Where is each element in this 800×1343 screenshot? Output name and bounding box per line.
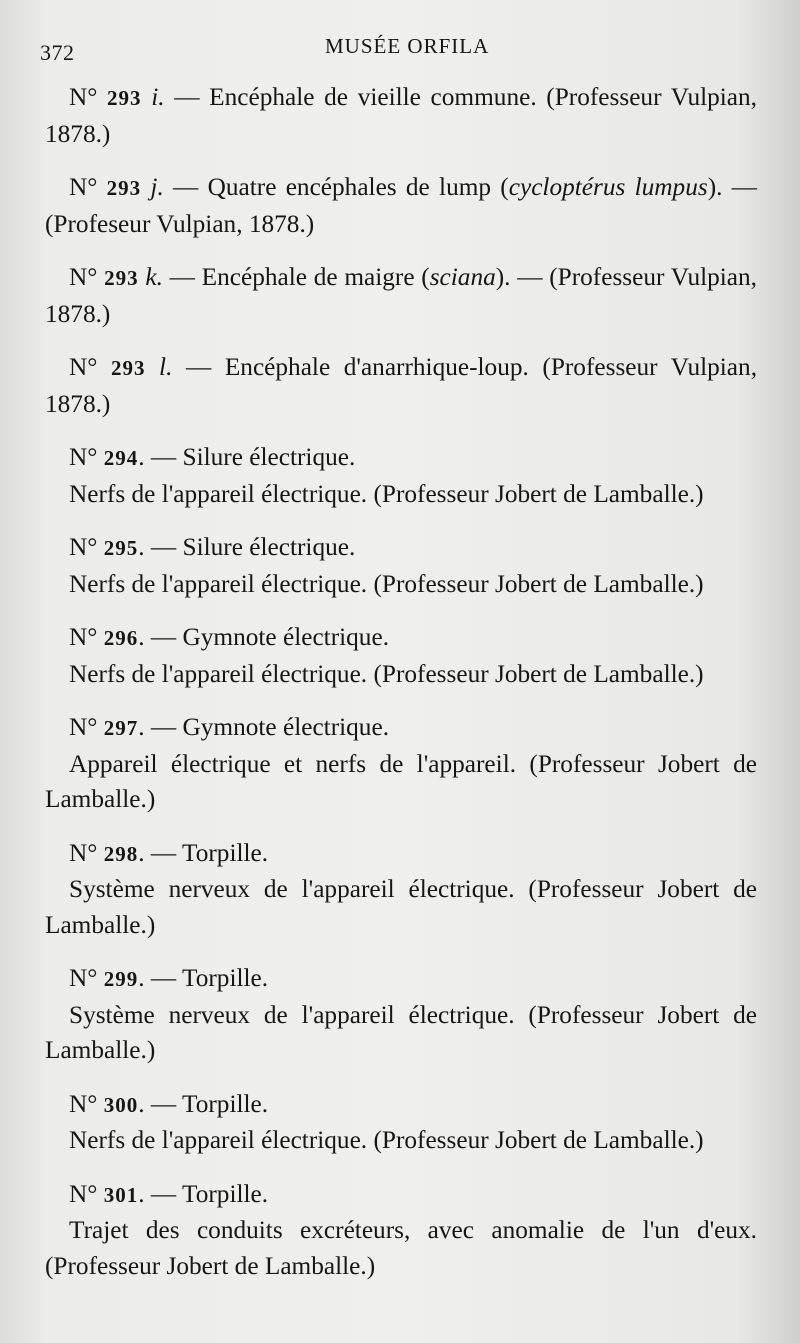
entry-number: 295 [103, 536, 139, 560]
entry-suffix: . [138, 964, 145, 992]
catalogue-entry [45, 440, 757, 512]
catalogue-entry [45, 1087, 757, 1159]
entry-no-label: N° [69, 443, 98, 471]
page-header [0, 30, 800, 64]
catalogue-entry [45, 170, 757, 242]
entry-separator: — [144, 443, 183, 471]
entry-description-end: ). — (Profeseur Vulpian, 1878.) [45, 173, 758, 238]
entry-suffix: . [138, 623, 145, 651]
entry-description: Nerfs de l'appareil électrique. (Professeur Jobert de Lamballe.) [69, 479, 704, 508]
entry-no-label: N° [69, 1089, 98, 1118]
entry-no-label: N° [69, 623, 98, 651]
entry-separator: — [144, 623, 183, 651]
entry-no-label: N° [69, 964, 98, 992]
catalogue-entries [45, 80, 757, 1302]
entry-no-label: N° [69, 533, 98, 561]
entry-number: 298 [103, 841, 139, 866]
catalogue-entry [45, 530, 757, 602]
catalogue-entry [45, 710, 757, 818]
entry-description: Nerfs de l'appareil électrique. (Professeur Jobert de Lamballe.) [69, 659, 704, 688]
entry-separator: — [144, 1089, 183, 1118]
catalogue-entry [45, 961, 757, 1069]
entry-no-label: N° [69, 83, 98, 111]
entry-number: 293 [106, 176, 142, 200]
entry-specimen: Gymnote électrique. [182, 623, 390, 651]
entry-number: 293 [110, 356, 146, 380]
catalogue-entry [45, 620, 757, 692]
entry-separator: — [144, 713, 183, 741]
entry-suffix: . [138, 443, 145, 471]
catalogue-entry [45, 260, 757, 332]
entry-no-label: N° [69, 713, 98, 741]
entry-description: Quatre encéphales de lump ( [207, 173, 509, 201]
entry-no-label: N° [69, 173, 98, 201]
entry-latin-name: cycloptérus lumpus [508, 173, 708, 201]
entry-separator: — [164, 83, 210, 111]
entry-description: Nerfs de l'appareil électrique. (Professeur Jobert de Lamballe.) [69, 1126, 704, 1154]
entry-suffix: l. [159, 353, 173, 381]
entry-suffix: . [138, 1179, 145, 1208]
running-title: MUSÉE ORFILA [325, 34, 490, 58]
catalogue-entry [45, 80, 757, 152]
entry-description: Nerfs de l'appareil électrique. (Professeur Jobert de Lamballe.) [69, 569, 704, 598]
entry-separator: — [144, 964, 183, 992]
entry-description: Système nerveux de l'appareil électrique. (Professeur Jobert de Lamballe.) [45, 875, 757, 939]
page-number: 372 [40, 40, 75, 65]
entry-no-label: N° [69, 353, 98, 381]
entry-suffix: . [138, 713, 145, 741]
catalogue-entry [45, 1177, 757, 1285]
entry-suffix: . [138, 1089, 145, 1118]
entry-number: 293 [107, 86, 142, 110]
entry-specimen: Silure électrique. [182, 443, 356, 471]
entry-number: 294 [103, 446, 139, 470]
catalogue-entry [45, 836, 757, 944]
entry-separator: — [144, 533, 183, 561]
entry-no-label: N° [69, 1179, 98, 1208]
entry-separator: — [172, 353, 225, 381]
entry-description-end: ). — (Professeur Vulpian, 1878.) [45, 263, 758, 328]
entry-specimen: Torpille. [182, 838, 269, 867]
entry-description: Appareil électrique et nerfs de l'appareil. (Professeur Jobert de Lamballe.) [45, 749, 757, 813]
entry-specimen: Torpille. [182, 964, 269, 992]
catalogue-entry [45, 350, 757, 422]
entry-separator: — [163, 173, 208, 201]
entry-description: Système nerveux de l'appareil électrique. (Professeur Jobert de Lamballe.) [45, 1000, 757, 1064]
entry-no-label: N° [69, 263, 98, 291]
entry-suffix: . [138, 838, 145, 867]
entry-number: 299 [103, 967, 139, 991]
entry-suffix: . [138, 533, 145, 561]
entry-specimen: Gymnote électrique. [182, 713, 390, 741]
entry-description: Encéphale d'anarrhique-loup. (Professeur Vulpian, 1878.) [45, 353, 758, 418]
entry-latin-name: sciana [429, 263, 496, 291]
entry-number: 293 [104, 266, 139, 290]
entry-suffix: k. [145, 263, 163, 291]
entry-number: 296 [103, 626, 139, 650]
entry-description: Encéphale de maigre ( [201, 263, 430, 291]
entry-number: 301 [103, 1182, 139, 1207]
entry-separator: — [144, 1179, 183, 1208]
entry-description: Trajet des conduits excréteurs, avec anomalie de l'un d'eux. (Professeur Jobert de Lamballe.) [45, 1216, 757, 1280]
entry-specimen: Torpille. [182, 1089, 269, 1118]
entry-separator: — [144, 838, 183, 867]
entry-number: 297 [103, 716, 139, 740]
entry-suffix: i. [151, 83, 165, 111]
entry-specimen: Torpille. [182, 1179, 269, 1208]
entry-number: 300 [103, 1092, 139, 1117]
entry-suffix: j. [150, 173, 164, 201]
entry-separator: — [162, 263, 202, 291]
entry-no-label: N° [69, 838, 98, 867]
entry-description: Encéphale de vieille commune. (Professeur Vulpian, 1878.) [45, 83, 757, 148]
entry-specimen: Silure électrique. [182, 533, 356, 561]
